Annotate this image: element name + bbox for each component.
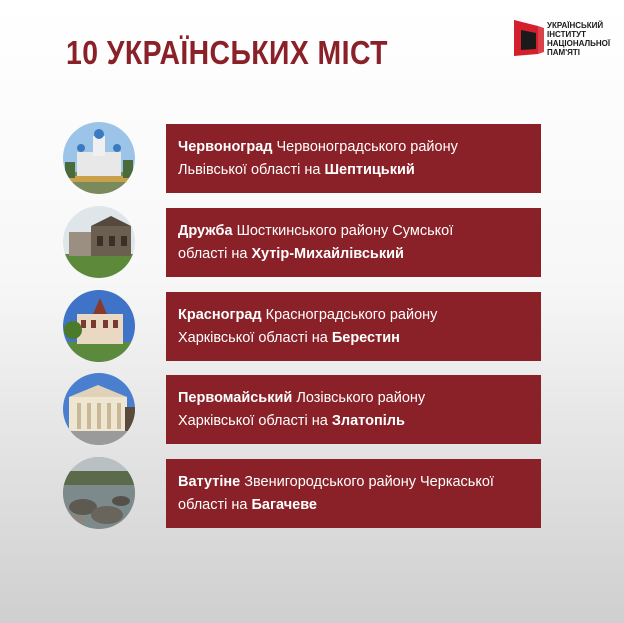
city-description: області на — [178, 246, 252, 262]
city-card — [166, 459, 541, 528]
logo-line: НАЦІОНАЛЬНОЇ — [547, 39, 611, 48]
city-row — [0, 455, 624, 531]
river-rocks-photo — [63, 457, 135, 529]
institute-logo-text — [547, 21, 610, 57]
new-city-name: Златопіль — [331, 413, 405, 429]
classical-building-photo — [63, 373, 135, 445]
city-card — [166, 208, 541, 277]
city-description: Лозівського району — [292, 390, 426, 406]
old-city-name: Червоноград — [178, 139, 273, 155]
institute-logo — [512, 18, 612, 62]
old-city-name: Первомайський — [178, 390, 293, 406]
city-description: Харківської області на — [178, 413, 332, 429]
city-card — [166, 124, 541, 193]
city-description: Львівської області на — [178, 162, 325, 178]
city-row — [0, 204, 624, 280]
logo-line: УКРАЇНСЬКИЙ — [547, 21, 604, 30]
city-description: Харківської області на — [178, 330, 332, 346]
city-card — [166, 375, 541, 444]
institute-logo-icon — [512, 18, 546, 58]
logo-line: ПАМ'ЯТІ — [547, 48, 580, 57]
old-building-photo — [63, 206, 135, 278]
city-row — [0, 371, 624, 447]
new-city-name: Берестин — [331, 330, 400, 346]
city-description: Червоноградського району — [272, 139, 458, 155]
page-title: 10 УКРАЇНСЬКИХ МІСТ — [66, 34, 388, 71]
new-city-name: Хутір-Михайлівський — [251, 246, 404, 262]
city-description: області на — [178, 497, 252, 513]
logo-line: ІНСТИТУТ — [547, 30, 586, 39]
old-city-name: Красноград — [178, 307, 262, 323]
old-city-name: Ватутіне — [178, 474, 241, 490]
palace-photo — [63, 290, 135, 362]
old-city-name: Дружба — [178, 223, 233, 239]
city-description: Звенигородського району Черкаської — [240, 474, 494, 490]
city-description: Шосткинського району Сумської — [232, 223, 454, 239]
city-description: Красноградського району — [261, 307, 438, 323]
new-city-name: Багачеве — [251, 497, 317, 513]
city-row — [0, 120, 624, 196]
city-row — [0, 288, 624, 364]
new-city-name: Шептицький — [324, 162, 415, 178]
city-card — [166, 292, 541, 361]
church-photo — [63, 122, 135, 194]
